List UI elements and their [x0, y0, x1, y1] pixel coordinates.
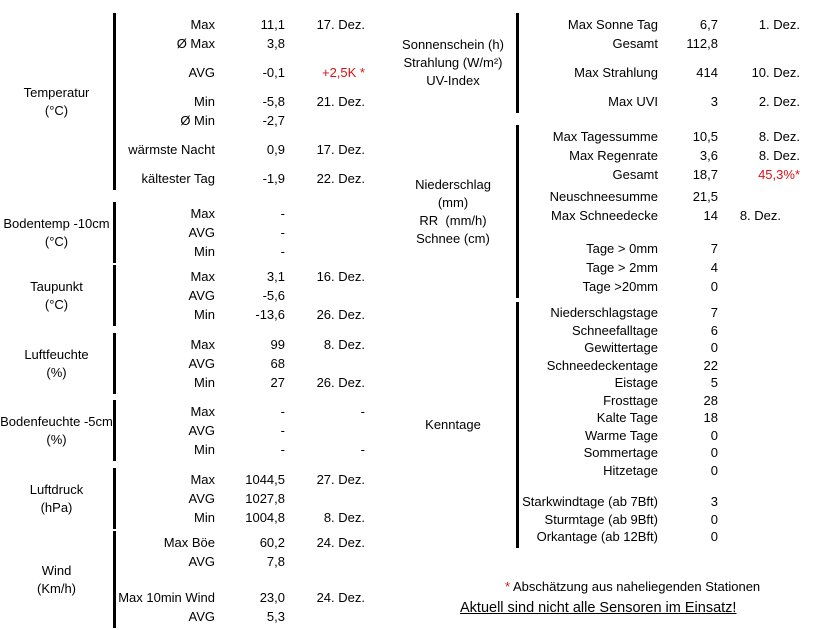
- row-value: 0: [710, 529, 718, 544]
- footnote: [505, 579, 760, 594]
- row-date: 27. Dez.: [316, 472, 365, 487]
- row-label: Starkwindtage (ab 7Bft): [522, 494, 658, 509]
- row-value: 68: [270, 356, 285, 371]
- table-row: [116, 533, 365, 552]
- category-line: (°C): [44, 102, 69, 118]
- row-date: [285, 34, 365, 53]
- row-date: 8. Dez.: [758, 129, 800, 144]
- table-row: [116, 508, 365, 527]
- table-row: [116, 267, 365, 286]
- row-date: 8. Dez.: [739, 208, 781, 223]
- row-value: 0: [710, 462, 718, 478]
- table-row: [519, 444, 800, 462]
- table-row: [519, 392, 800, 410]
- row-value: -0,1: [262, 65, 285, 80]
- row-date: [285, 489, 365, 508]
- row-value: 3,1: [266, 269, 285, 284]
- table-row: [519, 92, 800, 111]
- row-label: AVG: [188, 423, 215, 438]
- category-label: [0, 265, 113, 326]
- row-date: [718, 357, 800, 375]
- row-value: -: [280, 206, 285, 221]
- row-date: [285, 607, 365, 626]
- row-value: 18,7: [692, 167, 718, 182]
- section-rows: [113, 13, 365, 190]
- row-value: -: [280, 442, 285, 457]
- row-date: 1. Dez.: [758, 17, 800, 32]
- row-value: 1027,8: [245, 491, 285, 506]
- table-row: [116, 111, 365, 130]
- row-label: Max Böe: [163, 535, 215, 550]
- category-line: (hPa): [40, 499, 73, 515]
- row-date: [285, 354, 365, 373]
- row-date: [285, 204, 365, 223]
- table-row: [519, 187, 800, 206]
- row-label: Max Strahlung: [574, 65, 658, 80]
- table-row: [116, 470, 365, 489]
- row-value: -5,6: [262, 288, 285, 303]
- category-line: Sonnenschein (h): [402, 37, 504, 52]
- table-row: [116, 34, 365, 53]
- row-date: 22. Dez.: [316, 171, 365, 186]
- section-rows: [516, 125, 800, 298]
- category-line: UV-Index: [426, 73, 480, 88]
- table-row: [116, 169, 365, 188]
- row-value: 27: [270, 375, 285, 390]
- row-anomaly-note: 45,3%*: [758, 167, 800, 182]
- sensor-warning: Aktuell sind nicht alle Sensoren im Einsatz!: [460, 600, 737, 616]
- row-date: [718, 187, 800, 206]
- section-rows: [113, 265, 365, 326]
- table-row: [519, 146, 800, 165]
- row-date: [718, 277, 800, 296]
- row-label: Max Sonne Tag: [567, 17, 658, 32]
- row-value: 1004,8: [245, 510, 285, 525]
- row-value: 3,8: [266, 36, 285, 51]
- row-value: -13,6: [255, 307, 285, 322]
- row-date: [285, 111, 365, 130]
- table-row: [519, 258, 800, 277]
- row-label: Niederschlagstage: [550, 305, 658, 320]
- table-row: [116, 402, 365, 421]
- category-line: Kenntage: [425, 417, 481, 432]
- row-label: Hitzetage: [603, 462, 658, 478]
- row-label: Max Tagessumme: [552, 129, 658, 144]
- row-value: 0: [710, 511, 718, 527]
- table-row: [519, 277, 800, 296]
- category-label: [0, 13, 113, 190]
- table-row: [116, 140, 365, 159]
- row-value: 5: [710, 375, 718, 390]
- category-line: Temperatur: [23, 84, 90, 100]
- section-rows: [113, 400, 365, 461]
- row-date: [285, 552, 365, 571]
- section-luftdruck: [0, 468, 365, 529]
- row-value: 99: [270, 337, 285, 352]
- table-row: [519, 63, 800, 82]
- section-luftfeuchte: [0, 333, 365, 394]
- table-row: [519, 357, 800, 375]
- row-label: Gesamt: [612, 36, 658, 51]
- category-label: [0, 531, 113, 628]
- row-label: Tage > 0mm: [586, 241, 658, 256]
- section-bodenfeuchte: [0, 400, 365, 461]
- category-line: Strahlung (W/m²): [403, 55, 503, 70]
- row-value: 7,8: [266, 554, 285, 569]
- category-line: (°C): [44, 233, 69, 249]
- row-label: Tage >20mm: [582, 279, 658, 294]
- category-line: Bodenfeuchte -5cm: [0, 413, 113, 429]
- row-value: 14: [703, 208, 718, 223]
- category-label: [390, 302, 516, 548]
- row-label: Min: [194, 375, 215, 390]
- row-date: 10. Dez.: [751, 65, 800, 80]
- table-row: [116, 204, 365, 223]
- row-value: -: [280, 423, 285, 438]
- row-label: wärmste Nacht: [128, 142, 215, 157]
- table-row: [116, 223, 365, 242]
- table-row: [116, 15, 365, 34]
- row-date: 26. Dez.: [316, 307, 365, 322]
- row-value: 11,1: [260, 17, 285, 32]
- row-date: [718, 239, 800, 258]
- row-value: 7: [710, 305, 718, 320]
- table-row: [519, 409, 800, 427]
- row-label: Min: [194, 442, 215, 457]
- row-value: -: [280, 225, 285, 240]
- table-row: [519, 239, 800, 258]
- footnote-text: Abschätzung aus naheliegenden Stationen: [510, 579, 761, 594]
- table-row: [116, 305, 365, 324]
- row-label: Frosttage: [603, 392, 658, 408]
- row-date: [718, 462, 800, 480]
- row-date: 24. Dez.: [316, 535, 365, 550]
- row-date: 26. Dez.: [316, 375, 365, 390]
- section-niederschlag: [390, 125, 800, 298]
- row-label: Max 10min Wind: [118, 590, 215, 605]
- section-wind: [0, 531, 365, 628]
- category-line: Wind: [41, 562, 72, 578]
- row-label: AVG: [188, 288, 215, 303]
- table-row: [519, 165, 800, 184]
- row-value: 1044,5: [245, 472, 285, 487]
- category-label: [390, 125, 516, 298]
- row-value: 5,3: [266, 609, 285, 624]
- table-row: [519, 511, 800, 529]
- category-line: Schnee (cm): [416, 230, 490, 246]
- category-label: [0, 468, 113, 529]
- row-label: Min: [194, 94, 215, 109]
- row-label: Gewittertage: [584, 340, 658, 355]
- table-row: [519, 427, 800, 445]
- section-sonnenschein: [390, 13, 800, 113]
- row-label: AVG: [188, 609, 215, 624]
- row-value: 10,5: [692, 129, 718, 144]
- row-date: [285, 421, 365, 440]
- row-date: [718, 511, 800, 529]
- row-value: 3: [710, 94, 718, 109]
- table-row: [116, 373, 365, 392]
- row-value: 60,2: [259, 535, 285, 550]
- section-rows: [113, 531, 365, 628]
- table-row: [116, 440, 365, 459]
- row-value: 0: [710, 427, 718, 443]
- category-line: RR (mm/h): [419, 212, 487, 228]
- row-label: Neuschneesumme: [549, 189, 658, 204]
- category-line: Bodentemp -10cm: [3, 215, 110, 231]
- section-bodentemp: [0, 202, 365, 263]
- category-label: [0, 333, 113, 394]
- row-date: [718, 409, 800, 427]
- table-row: [116, 354, 365, 373]
- row-label: Tage > 2mm: [586, 260, 658, 275]
- row-value: 7: [710, 241, 718, 256]
- row-date: [718, 304, 800, 322]
- category-label: [0, 400, 113, 461]
- row-label: Max UVI: [608, 94, 658, 109]
- row-label: Gesamt: [612, 167, 658, 182]
- category-line: Taupunkt: [30, 278, 83, 294]
- row-label: Max: [190, 269, 215, 284]
- table-row: [519, 304, 800, 322]
- row-label: Schneefalltage: [571, 322, 658, 338]
- row-label: Sommertage: [583, 445, 658, 460]
- footnote-asterisk: *: [505, 579, 511, 594]
- row-date: 24. Dez.: [316, 590, 365, 605]
- row-label: Max: [190, 337, 215, 352]
- table-row: [116, 242, 365, 261]
- table-row: [519, 15, 800, 34]
- row-date: 17. Dez.: [316, 17, 365, 32]
- row-label: AVG: [188, 491, 215, 506]
- row-label: AVG: [188, 225, 215, 240]
- row-date: [718, 528, 800, 546]
- row-value: -2,7: [262, 113, 285, 128]
- section-rows: [113, 333, 365, 394]
- row-value: 28: [703, 392, 718, 408]
- category-line: Luftfeuchte: [24, 346, 89, 362]
- table-row: [519, 339, 800, 357]
- table-row: [519, 34, 800, 53]
- row-label: Max: [190, 17, 215, 32]
- row-value: 18: [703, 410, 718, 425]
- category-label: [0, 202, 113, 263]
- row-label: Max Schneedecke: [551, 208, 658, 223]
- table-row: [519, 528, 800, 546]
- row-date: 2. Dez.: [758, 94, 800, 109]
- section-kenntage: [390, 302, 800, 548]
- row-label: Min: [194, 307, 215, 322]
- table-row: [519, 206, 800, 225]
- table-row: [519, 127, 800, 146]
- row-date: 21. Dez.: [316, 94, 365, 109]
- row-value: 414: [696, 65, 718, 80]
- row-value: -: [280, 244, 285, 259]
- row-date: [718, 374, 800, 392]
- row-value: 4: [710, 260, 718, 275]
- row-date: 8. Dez.: [758, 148, 800, 163]
- category-label: [390, 13, 516, 113]
- row-label: Max: [190, 472, 215, 487]
- table-row: [116, 286, 365, 305]
- row-label: AVG: [188, 554, 215, 569]
- category-line: (%): [46, 431, 67, 447]
- row-label: Ø Min: [180, 113, 215, 128]
- row-value: 21,5: [692, 189, 718, 204]
- table-row: [519, 462, 800, 480]
- row-label: kältester Tag: [141, 171, 215, 186]
- row-label: Eistage: [614, 375, 658, 390]
- row-value: 6,7: [699, 17, 718, 32]
- table-row: [116, 421, 365, 440]
- table-row: [116, 552, 365, 571]
- row-date: [718, 339, 800, 357]
- category-line: Niederschlag: [415, 176, 491, 192]
- row-value: 22: [703, 357, 718, 373]
- row-value: -: [280, 404, 285, 419]
- row-label: Max: [190, 404, 215, 419]
- table-row: [116, 607, 365, 626]
- table-row: [116, 489, 365, 508]
- table-row: [116, 588, 365, 607]
- row-value: -5,8: [262, 94, 285, 109]
- row-label: Orkantage (ab 12Bft): [536, 529, 658, 544]
- section-temperatur: [0, 13, 365, 190]
- row-date: 17. Dez.: [316, 142, 365, 157]
- row-label: Warme Tage: [585, 427, 658, 443]
- row-date: [718, 493, 800, 511]
- row-date: [718, 392, 800, 410]
- row-value: 23,0: [259, 590, 285, 605]
- section-rows: [516, 302, 800, 548]
- row-date: [718, 427, 800, 445]
- row-value: 3: [710, 494, 718, 509]
- row-value: 0: [710, 279, 718, 294]
- table-row: [519, 374, 800, 392]
- row-label: Min: [194, 244, 215, 259]
- row-value: 3,6: [699, 148, 718, 163]
- row-label: AVG: [188, 65, 215, 80]
- row-date: [285, 223, 365, 242]
- category-line: (°C): [44, 296, 69, 312]
- row-date: -: [360, 404, 365, 419]
- row-date: [718, 444, 800, 462]
- category-line: (mm): [437, 194, 469, 210]
- row-value: 0: [710, 340, 718, 355]
- table-row: [116, 335, 365, 354]
- row-value: -1,9: [262, 171, 285, 186]
- row-date: 8. Dez.: [323, 510, 365, 525]
- section-rows: [516, 13, 800, 113]
- row-label: Schneedeckentage: [546, 357, 658, 373]
- section-taupunkt: [0, 265, 365, 326]
- row-date: [285, 242, 365, 261]
- row-label: Max: [190, 206, 215, 221]
- row-label: Ø Max: [176, 36, 215, 51]
- row-date: [718, 322, 800, 340]
- category-line: (%): [46, 364, 67, 380]
- table-row: [519, 493, 800, 511]
- row-date: 16. Dez.: [316, 269, 365, 284]
- row-label: AVG: [188, 356, 215, 371]
- row-date: [718, 258, 800, 277]
- section-rows: [113, 468, 365, 529]
- row-label: Kalte Tage: [596, 410, 658, 425]
- section-rows: [113, 202, 365, 263]
- row-date: -: [360, 442, 365, 457]
- row-date: [718, 34, 800, 53]
- table-row: [116, 63, 365, 82]
- row-value: 6: [710, 322, 718, 338]
- category-line: (Km/h): [37, 580, 76, 596]
- table-row: [519, 322, 800, 340]
- row-date: 8. Dez.: [323, 337, 365, 352]
- category-line: Luftdruck: [29, 481, 84, 497]
- row-value: 0,9: [266, 142, 285, 157]
- row-label: Min: [194, 510, 215, 525]
- row-value: 0: [710, 445, 718, 460]
- row-label: Sturmtage (ab 9Bft): [544, 511, 658, 527]
- row-anomaly-note: +2,5K *: [321, 65, 365, 80]
- row-date: [285, 286, 365, 305]
- row-value: 112,8: [686, 36, 718, 51]
- row-label: Max Regenrate: [569, 148, 658, 163]
- table-row: [116, 92, 365, 111]
